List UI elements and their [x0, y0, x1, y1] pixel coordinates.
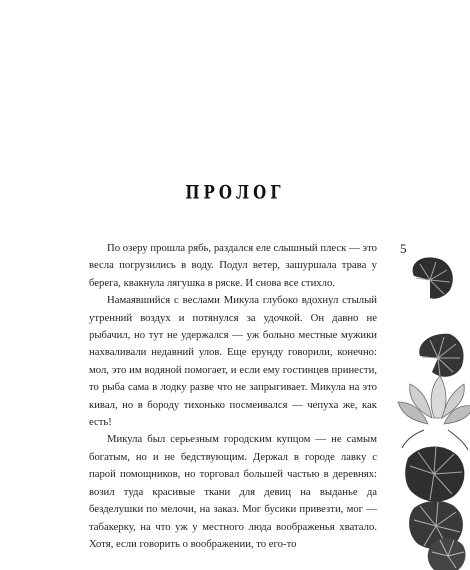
- top-leaf-icon: [413, 257, 453, 298]
- page-number: 5: [400, 241, 407, 256]
- middle-leaf-icon: [419, 334, 463, 377]
- paragraph-2: Намаявшийся с веслами Микула глубоко вдохнул стылый утренний воздух и потянулся за удочкой. Он давно не рыбачил, но тут не удержался — уж больно местные мужики нахваливали недавний улов. Еще ерунду говорили, конечно: мол, это им водяной помогает, и если ему гостинцев принести, то рыба сама в лодку разве что не запрыгивает. Микула на это кивал, но в бороду тихонько посмеивался — чепуха же, как есть!: [89, 294, 377, 429]
- lily-pad-decoration: [396, 248, 470, 570]
- bottom-leaves-icon: [405, 446, 465, 570]
- lotus-flower-icon: [398, 376, 470, 450]
- chapter-title: ПРОЛОГ: [185, 180, 285, 204]
- chapter-text: [89, 240, 377, 553]
- paragraph-3: Микула был серьезным городским купцом — не самым богатым, но и не бедствующим. Держал в городе лавку с парой помощников, но торговал большей частью в деревнях: возил туда красивые ткани для девиц на выданье да безделушки по мелочи, на заказ. Мог бусики привезти, мог — табакерку, на что уж у местного люда воображенья хватало. Хотя, если говорить о воображении, то его-то: [89, 433, 377, 550]
- paragraph-1: По озеру прошла рябь, раздался еле слышный плеск — это весла погрузились в воду. Подул ветер, зашуршала трава у берега, квакнула лягушка в ряске. И снова все стихло.: [89, 242, 377, 289]
